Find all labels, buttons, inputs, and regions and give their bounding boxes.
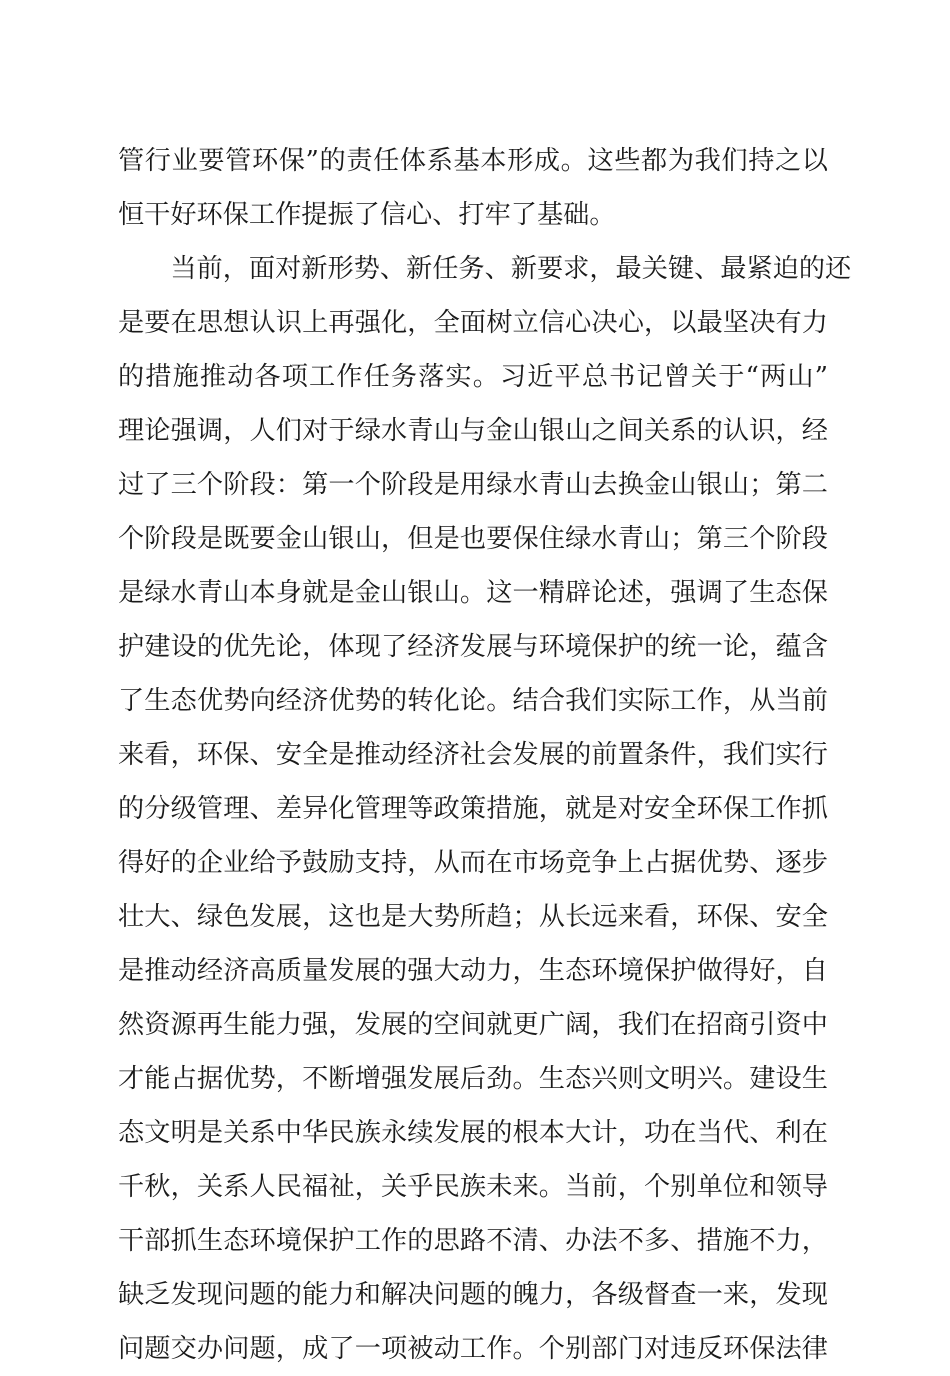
text-line-6: 理论强调，人们对于绿水青山与金山银山之间关系的认识，经 — [118, 416, 828, 446]
text-line-10: 护建设的优先论，体现了经济发展与环境保护的统一论，蕴含 — [118, 632, 828, 662]
text-line-13: 的分级管理、差异化管理等政策措施，就是对安全环保工作抓 — [118, 794, 828, 824]
text-line-3: 当前，面对新形势、新任务、新要求，最关键、最紧迫的还 — [118, 254, 852, 284]
text-line-21: 干部抓生态环境保护工作的思路不清、办法不多、措施不力， — [118, 1226, 828, 1256]
text-line-1: 管行业要管环保”的责任体系基本形成。这些都为我们持之以 — [118, 146, 828, 176]
text-line-23: 问题交办问题，成了一项被动工作。个别部门对违反环保法律 — [118, 1334, 828, 1364]
text-line-14: 得好的企业给予鼓励支持，从而在市场竞争上占据优势、逐步 — [118, 848, 828, 878]
text-line-17: 然资源再生能力强，发展的空间就更广阔，我们在招商引资中 — [118, 1010, 828, 1040]
text-line-5: 的措施推动各项工作任务落实。习近平总书记曾关于“两山” — [118, 362, 828, 392]
text-line-16: 是推动经济高质量发展的强大动力，生态环境保护做得好，自 — [118, 956, 828, 986]
text-line-11: 了生态优势向经济优势的转化论。结合我们实际工作，从当前 — [118, 686, 828, 716]
text-line-9: 是绿水青山本身就是金山银山。这一精辟论述，强调了生态保 — [118, 578, 828, 608]
body-text — [118, 134, 852, 1376]
text-line-7: 过了三个阶段：第一个阶段是用绿水青山去换金山银山；第二 — [118, 470, 828, 500]
text-line-15: 壮大、绿色发展，这也是大势所趋；从长远来看，环保、安全 — [118, 902, 828, 932]
text-line-20: 千秋，关系人民福祉，关乎民族未来。当前，个别单位和领导 — [118, 1172, 828, 1202]
text-line-18: 才能占据优势，不断增强发展后劲。生态兴则文明兴。建设生 — [118, 1064, 828, 1094]
text-line-12: 来看，环保、安全是推动经济社会发展的前置条件，我们实行 — [118, 740, 828, 770]
text-line-4: 是要在思想认识上再强化，全面树立信心决心，以最坚决有力 — [118, 308, 828, 338]
text-line-22: 缺乏发现问题的能力和解决问题的魄力，各级督查一来，发现 — [118, 1280, 828, 1310]
text-line-19: 态文明是关系中华民族永续发展的根本大计，功在当代、利在 — [118, 1118, 828, 1148]
text-line-8: 个阶段是既要金山银山，但是也要保住绿水青山；第三个阶段 — [118, 524, 828, 554]
text-line-2: 恒干好环保工作提振了信心、打牢了基础。 — [118, 200, 616, 230]
